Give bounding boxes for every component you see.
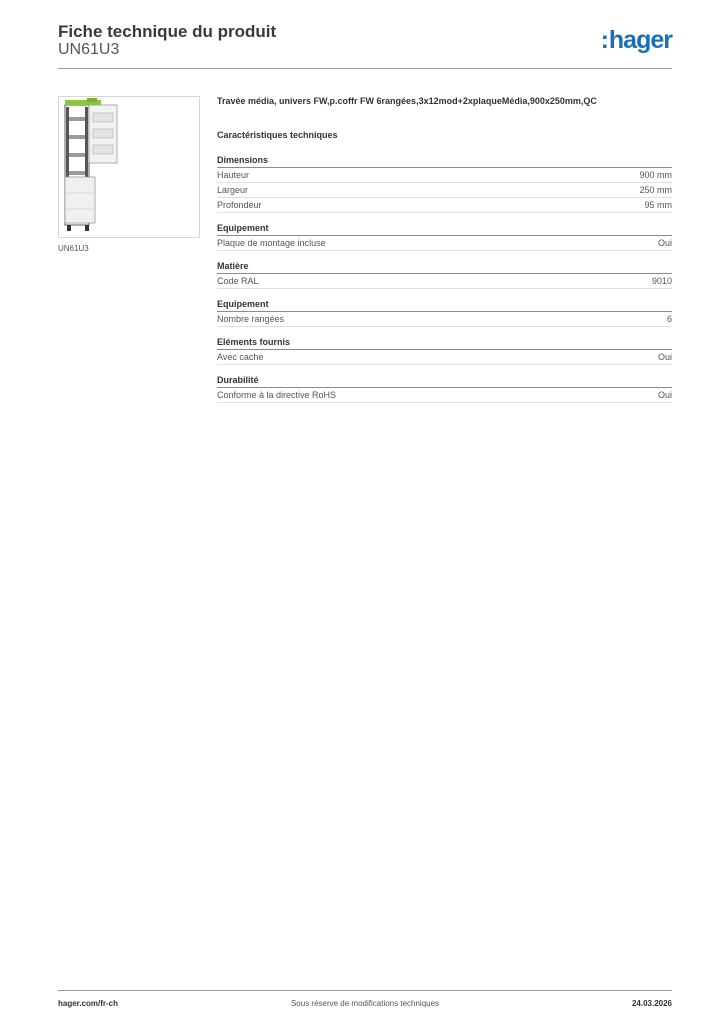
section — [217, 222, 672, 251]
characteristic-row — [217, 388, 672, 403]
section-title: Dimensions — [217, 154, 672, 168]
characteristic-row — [217, 183, 672, 198]
characteristic-value: 6 — [666, 314, 672, 324]
characteristic-label: Avec cache — [217, 352, 264, 362]
characteristic-label: Conforme à la directive RoHS — [217, 390, 337, 400]
characteristic-label: Plaque de montage incluse — [217, 238, 326, 248]
characteristic-value: 250 mm — [639, 185, 672, 195]
section — [217, 154, 672, 213]
characteristics-sections — [217, 154, 672, 403]
technical-content — [217, 96, 672, 412]
characteristic-value: 900 mm — [639, 170, 672, 180]
product-image — [58, 96, 200, 238]
document-footer — [58, 990, 672, 1008]
characteristic-value: Oui — [657, 352, 672, 362]
characteristic-label: Profondeur — [217, 200, 262, 210]
section-title: Matière — [217, 260, 672, 274]
characteristic-label: Largeur — [217, 185, 249, 195]
logo-text: hager — [608, 26, 672, 54]
hager-logo[interactable] — [601, 26, 672, 55]
section-title: Equipement — [217, 298, 672, 312]
section — [217, 260, 672, 289]
product-image-caption: UN61U3 — [58, 244, 89, 253]
characteristic-label: Nombre rangées — [217, 314, 285, 324]
logo-colon: : — [600, 26, 608, 54]
document-title: Fiche technique du produit — [58, 22, 277, 41]
footer-website-link[interactable]: hager.com/fr-ch — [58, 999, 119, 1008]
characteristic-value: Oui — [657, 390, 672, 400]
section — [217, 336, 672, 365]
footer-date: 24.03.2026 — [631, 999, 672, 1008]
technical-characteristics-heading: Caractéristiques techniques — [217, 130, 338, 140]
characteristic-label: Code RAL — [217, 276, 259, 286]
section — [217, 374, 672, 403]
section-title: Eléments fournis — [217, 336, 672, 350]
product-description: Travée média, univers FW,p.coffr FW 6rangées,3x12mod+2xplaqueMédia,900x250mm,QC — [217, 96, 597, 106]
section-title: Equipement — [217, 222, 672, 236]
document-header — [58, 20, 672, 69]
characteristic-row — [217, 274, 672, 289]
characteristic-row — [217, 198, 672, 213]
characteristic-row — [217, 350, 672, 365]
enclosure-illustration — [59, 97, 199, 237]
characteristic-label: Hauteur — [217, 170, 250, 180]
characteristic-row — [217, 236, 672, 251]
characteristic-value: Oui — [657, 238, 672, 248]
section — [217, 298, 672, 327]
characteristic-value: 95 mm — [644, 200, 672, 210]
characteristic-row — [217, 168, 672, 183]
characteristic-value: 9010 — [651, 276, 672, 286]
section-title: Durabilité — [217, 374, 672, 388]
characteristic-row — [217, 312, 672, 327]
product-reference: UN61U3 — [58, 41, 120, 58]
footer-disclaimer: Sous réserve de modifications techniques — [290, 999, 440, 1008]
